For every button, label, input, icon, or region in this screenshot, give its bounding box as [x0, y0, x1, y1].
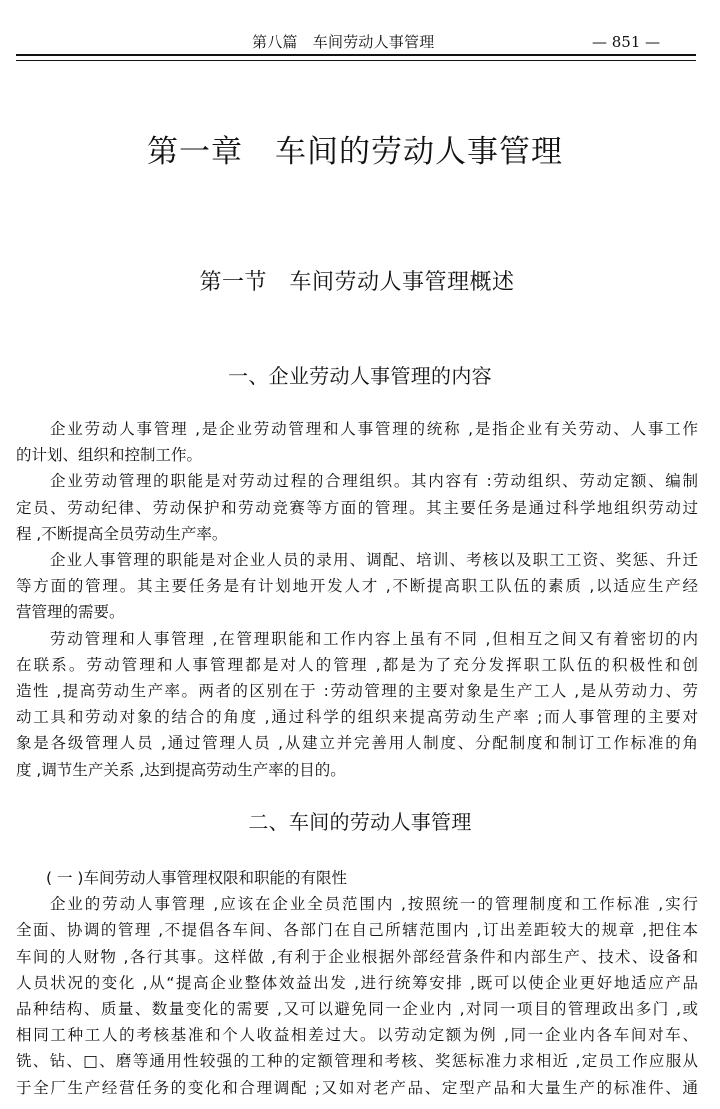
running-header: [0, 0, 720, 64]
subsection-heading-1: 一、企业劳动人事管理的内容: [228, 364, 492, 388]
text-line: 企业劳动人事管理 ,是企业劳动管理和人事管理的统称 ,是指企业有关劳动、人事工作: [50, 420, 698, 438]
subsection-heading-2: 二、车间的劳动人事管理: [248, 810, 472, 834]
body-text-part2: [16, 865, 698, 1101]
text-line: 铣、钻、□、磨等通用性较强的工种的定额管理和考核、奖惩标准力求相近 ,定员工作应服从: [16, 1052, 698, 1071]
text-line: 全面、协调的管理 ,不提倡各车间、各部门在自己所辖范围内 ,订出差距较大的规章 ,把住本: [16, 921, 698, 940]
running-title: 第八篇 车间劳动人事管理: [252, 33, 435, 51]
text-line: 的计划、组织和控制工作。: [16, 446, 203, 465]
text-line: 等方面的管理。其主要任务是有计划地开发人才 ,不断提高职工队伍的素质 ,以适应生产经: [16, 577, 698, 596]
text-line: 人员状况的变化 ,从“提高企业整体效益出发 ,进行统筹安排 ,既可以使企业更好地适应产品: [16, 973, 698, 992]
text-line: 度 ,调节生产关系 ,达到提高劳动生产率的目的。: [16, 760, 346, 779]
text-line: 车间的人财物 ,各行其事。这样做 ,有利于企业根据外部经营条件和内部生产、技术、设备和: [16, 947, 698, 966]
text-line: 动工具和劳动对象的结合的角度 ,通过科学的组织来提高劳动生产率 ;而人事管理的主要对: [16, 708, 698, 727]
header-rule: [16, 54, 696, 56]
text-line: 于全厂生产经营任务的变化和合理调配 ;又如对老产品、定型产品和大量生产的标准件、通: [16, 1078, 698, 1097]
header-rule-thin: [16, 60, 696, 61]
text-line: 品种结构、质量、数量变化的需要 ,又可以避免同一企业内 ,对同一项目的管理政出多门 ,或: [16, 1000, 698, 1019]
text-line: 象是各级管理人员 ,通过管理人员 ,从建立并完善用人制度、分配制度和制订工作标准的角: [16, 734, 698, 753]
text-line: 造性 ,提高劳动生产率。两者的区别在于 :劳动管理的主要对象是生产工人 ,是从劳动力、劳: [16, 682, 698, 701]
text-line: 在联系。劳动管理和人事管理都是对人的管理 ,都是为了充分发挥职工队伍的积极性和创: [16, 655, 698, 674]
chapter-title: 第一章 车间的劳动人事管理: [147, 134, 563, 170]
text-line: 劳动管理和人事管理 ,在管理职能和工作内容上虽有不同 ,但相互之间又有着密切的内: [50, 629, 698, 648]
text-line: 营管理的需要。: [16, 603, 125, 622]
text-line: 相同工种工人的考核基准和个人收益相差过大。以劳动定额为例 ,同一企业内各车间对车、: [16, 1026, 698, 1045]
text-line: 程 ,不断提高全员劳动生产率。: [16, 524, 228, 543]
text-line: 企业劳动管理的职能是对劳动过程的合理组织。其内容有 :劳动组织、劳动定额、编制: [50, 472, 698, 491]
text-line: 企业的劳动人事管理 ,应该在企业全员范围内 ,按照统一的管理制度和工作标准 ,实行: [50, 895, 698, 914]
body-text-part1: [16, 416, 698, 783]
page-number: — 851 —: [592, 33, 661, 51]
section-title: 第一节 车间劳动人事管理概述: [199, 270, 515, 295]
sub-subheading: ( 一 )车间劳动人事管理权限和职能的有限性: [46, 869, 347, 887]
text-line: 定员、劳动纪律、劳动保护和劳动竞赛等方面的管理。其主要任务是通过科学地组织劳动过: [16, 498, 698, 517]
text-line: 企业人事管理的职能是对企业人员的录用、调配、培训、考核以及职工工资、奖惩、升迁: [50, 551, 698, 570]
